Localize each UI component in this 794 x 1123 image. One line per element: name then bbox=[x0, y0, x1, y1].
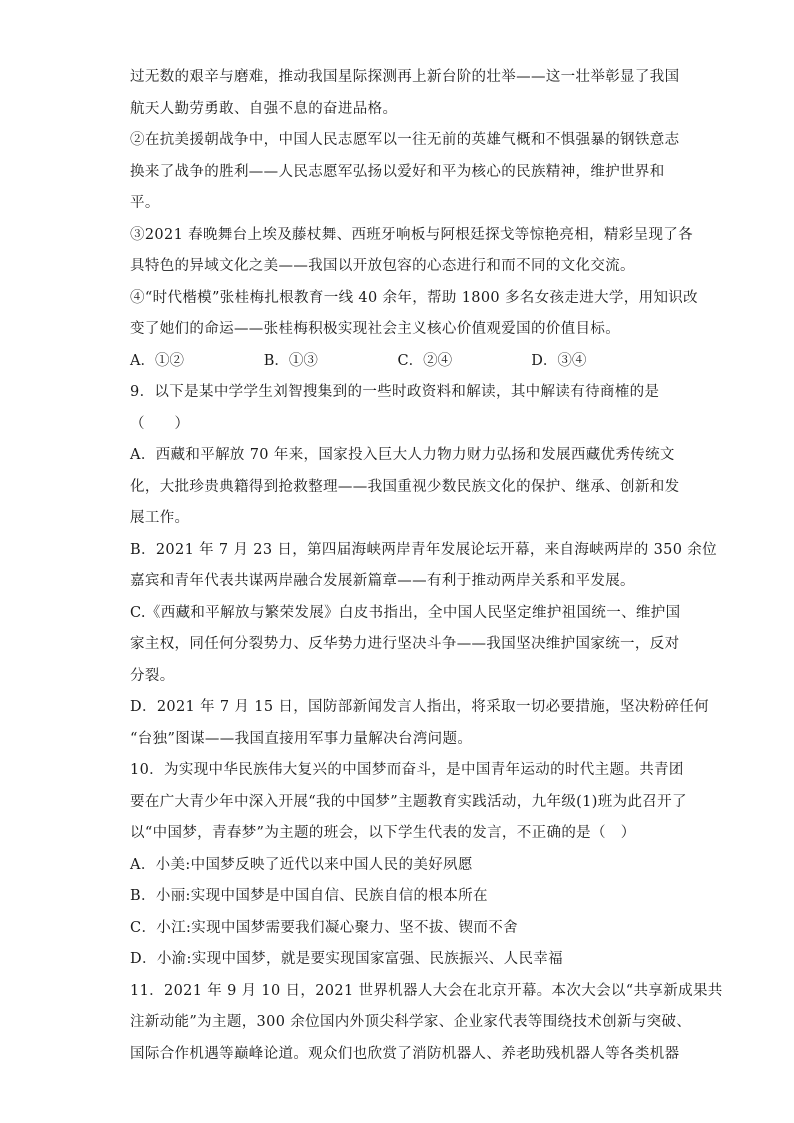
text-line: A．西藏和平解放 70 年来，国家投入巨大人力物力财力弘扬和发展西藏优秀传统文 bbox=[130, 447, 675, 463]
text-line: 平。 bbox=[130, 195, 160, 211]
option-d: D．③④ bbox=[531, 352, 587, 369]
document-content bbox=[130, 62, 723, 1070]
text-line: 航天人勤劳勇敢、自强不息的奋进品格。 bbox=[130, 100, 398, 117]
text-line: 化，大批珍贵典籍得到抢救整理——我国重视少数民族文化的保护、继承、创新和发 bbox=[130, 478, 680, 495]
text-line: 换来了战争的胜利——人民志愿军弘扬以爱好和平为核心的民族精神，维护世界和 bbox=[130, 163, 665, 180]
option-a: A．①② bbox=[130, 352, 184, 369]
question-stem: 10．为实现中华民族伟大复兴的中国梦而奋斗，是中国青年运动的时代主题。共青团 bbox=[130, 762, 684, 778]
text-line: 家主权，同任何分裂势力、反华势力进行坚决斗争——我国坚决维护国家统一，反对 bbox=[130, 636, 680, 652]
option-c: C．小江:实现中国梦需要我们凝心聚力、坚不拔、锲而不舍 bbox=[130, 919, 518, 936]
text-line: 展工作。 bbox=[130, 510, 190, 526]
text-line: 以“中国梦，青春梦”为主题的班会，以下学生代表的发言，不正确的是（ ） bbox=[130, 825, 636, 841]
question-11 bbox=[130, 976, 723, 1071]
text-line: “台独”图谋——我国直接用军事力量解决台湾问题。 bbox=[130, 730, 473, 747]
text-line: ②在抗美援朝战争中，中国人民志愿军以一往无前的英雄气概和不惧强暴的钢铁意志 bbox=[130, 132, 680, 148]
question-8-options bbox=[130, 346, 665, 378]
text-line: ④“时代楷模”张桂梅扎根教育一线 40 余年，帮助 1800 多名女孩走进大学，用知识改 bbox=[130, 289, 699, 306]
question-9 bbox=[130, 377, 717, 755]
option-c: C．②④ bbox=[397, 352, 453, 369]
question-stem: 9．以下是某中学学生刘智搜集到的一些时政资料和解读，其中解读有待商榷的是 bbox=[130, 384, 660, 400]
question-8-continuation bbox=[130, 62, 699, 377]
text-line: ③2021 春晚舞台上埃及藤杖舞、西班牙响板与阿根廷探戈等惊艳亮相，精彩呈现了各 bbox=[130, 226, 694, 243]
option-a: A．小美:中国梦反映了近代以来中国人民的美好夙愿 bbox=[130, 856, 473, 873]
question-stem: 11．2021 年 9 月 10 日，2021 世界机器人大会在北京开幕。本次大会以“共享新成果共 bbox=[130, 982, 723, 999]
text-line: 分裂。 bbox=[130, 667, 175, 684]
question-10 bbox=[130, 755, 687, 976]
text-line: 过无数的艰辛与磨难，推动我国星际探测再上新台阶的壮举——这一壮举彰显了我国 bbox=[130, 69, 680, 85]
option-d: D．小渝:实现中国梦，就是要实现国家富强、民族振兴、人民幸福 bbox=[130, 951, 564, 967]
text-line: 要在广大青少年中深入开展“我的中国梦”主题教育实践活动，九年级(1)班为此召开了 bbox=[130, 793, 687, 810]
text-line: D．2021 年 7 月 15 日，国防部新闻发言人指出，将采取一切必要措施，坚决粉碎任何 bbox=[130, 699, 709, 715]
text-line: 变了她们的命运——张桂梅积极实现社会主义核心价值观爱国的价值目标。 bbox=[130, 321, 621, 337]
answer-bracket: （ ） bbox=[130, 415, 190, 432]
option-b: B．小丽:实现中国梦是中国自信、民族自信的根本所在 bbox=[130, 888, 488, 904]
text-line: B．2021 年 7 月 23 日，第四届海峡两岸青年发展论坛开幕，来自海峡两岸的 350 余位 bbox=[130, 541, 717, 558]
text-line: 国际合作机遇等巅峰论道。观众们也欣赏了消防机器人、养老助残机器人等各类机器 bbox=[130, 1045, 680, 1062]
text-line: 注新动能”为主题，300 余位国内外顶尖科学家、企业家代表等围绕技术创新与突破、 bbox=[130, 1014, 692, 1030]
text-line: 嘉宾和青年代表共谋两岸融合发展新篇章——有利于推动两岸关系和平发展。 bbox=[130, 573, 635, 589]
text-line: 具特色的异域文化之美——我国以开放包容的心态进行和而不同的文化交流。 bbox=[130, 258, 635, 274]
text-line: C.《西藏和平解放与繁荣发展》白皮书指出，全中国人民坚定维护祖国统一、维护国 bbox=[130, 604, 681, 621]
option-b: B．①③ bbox=[263, 352, 318, 369]
